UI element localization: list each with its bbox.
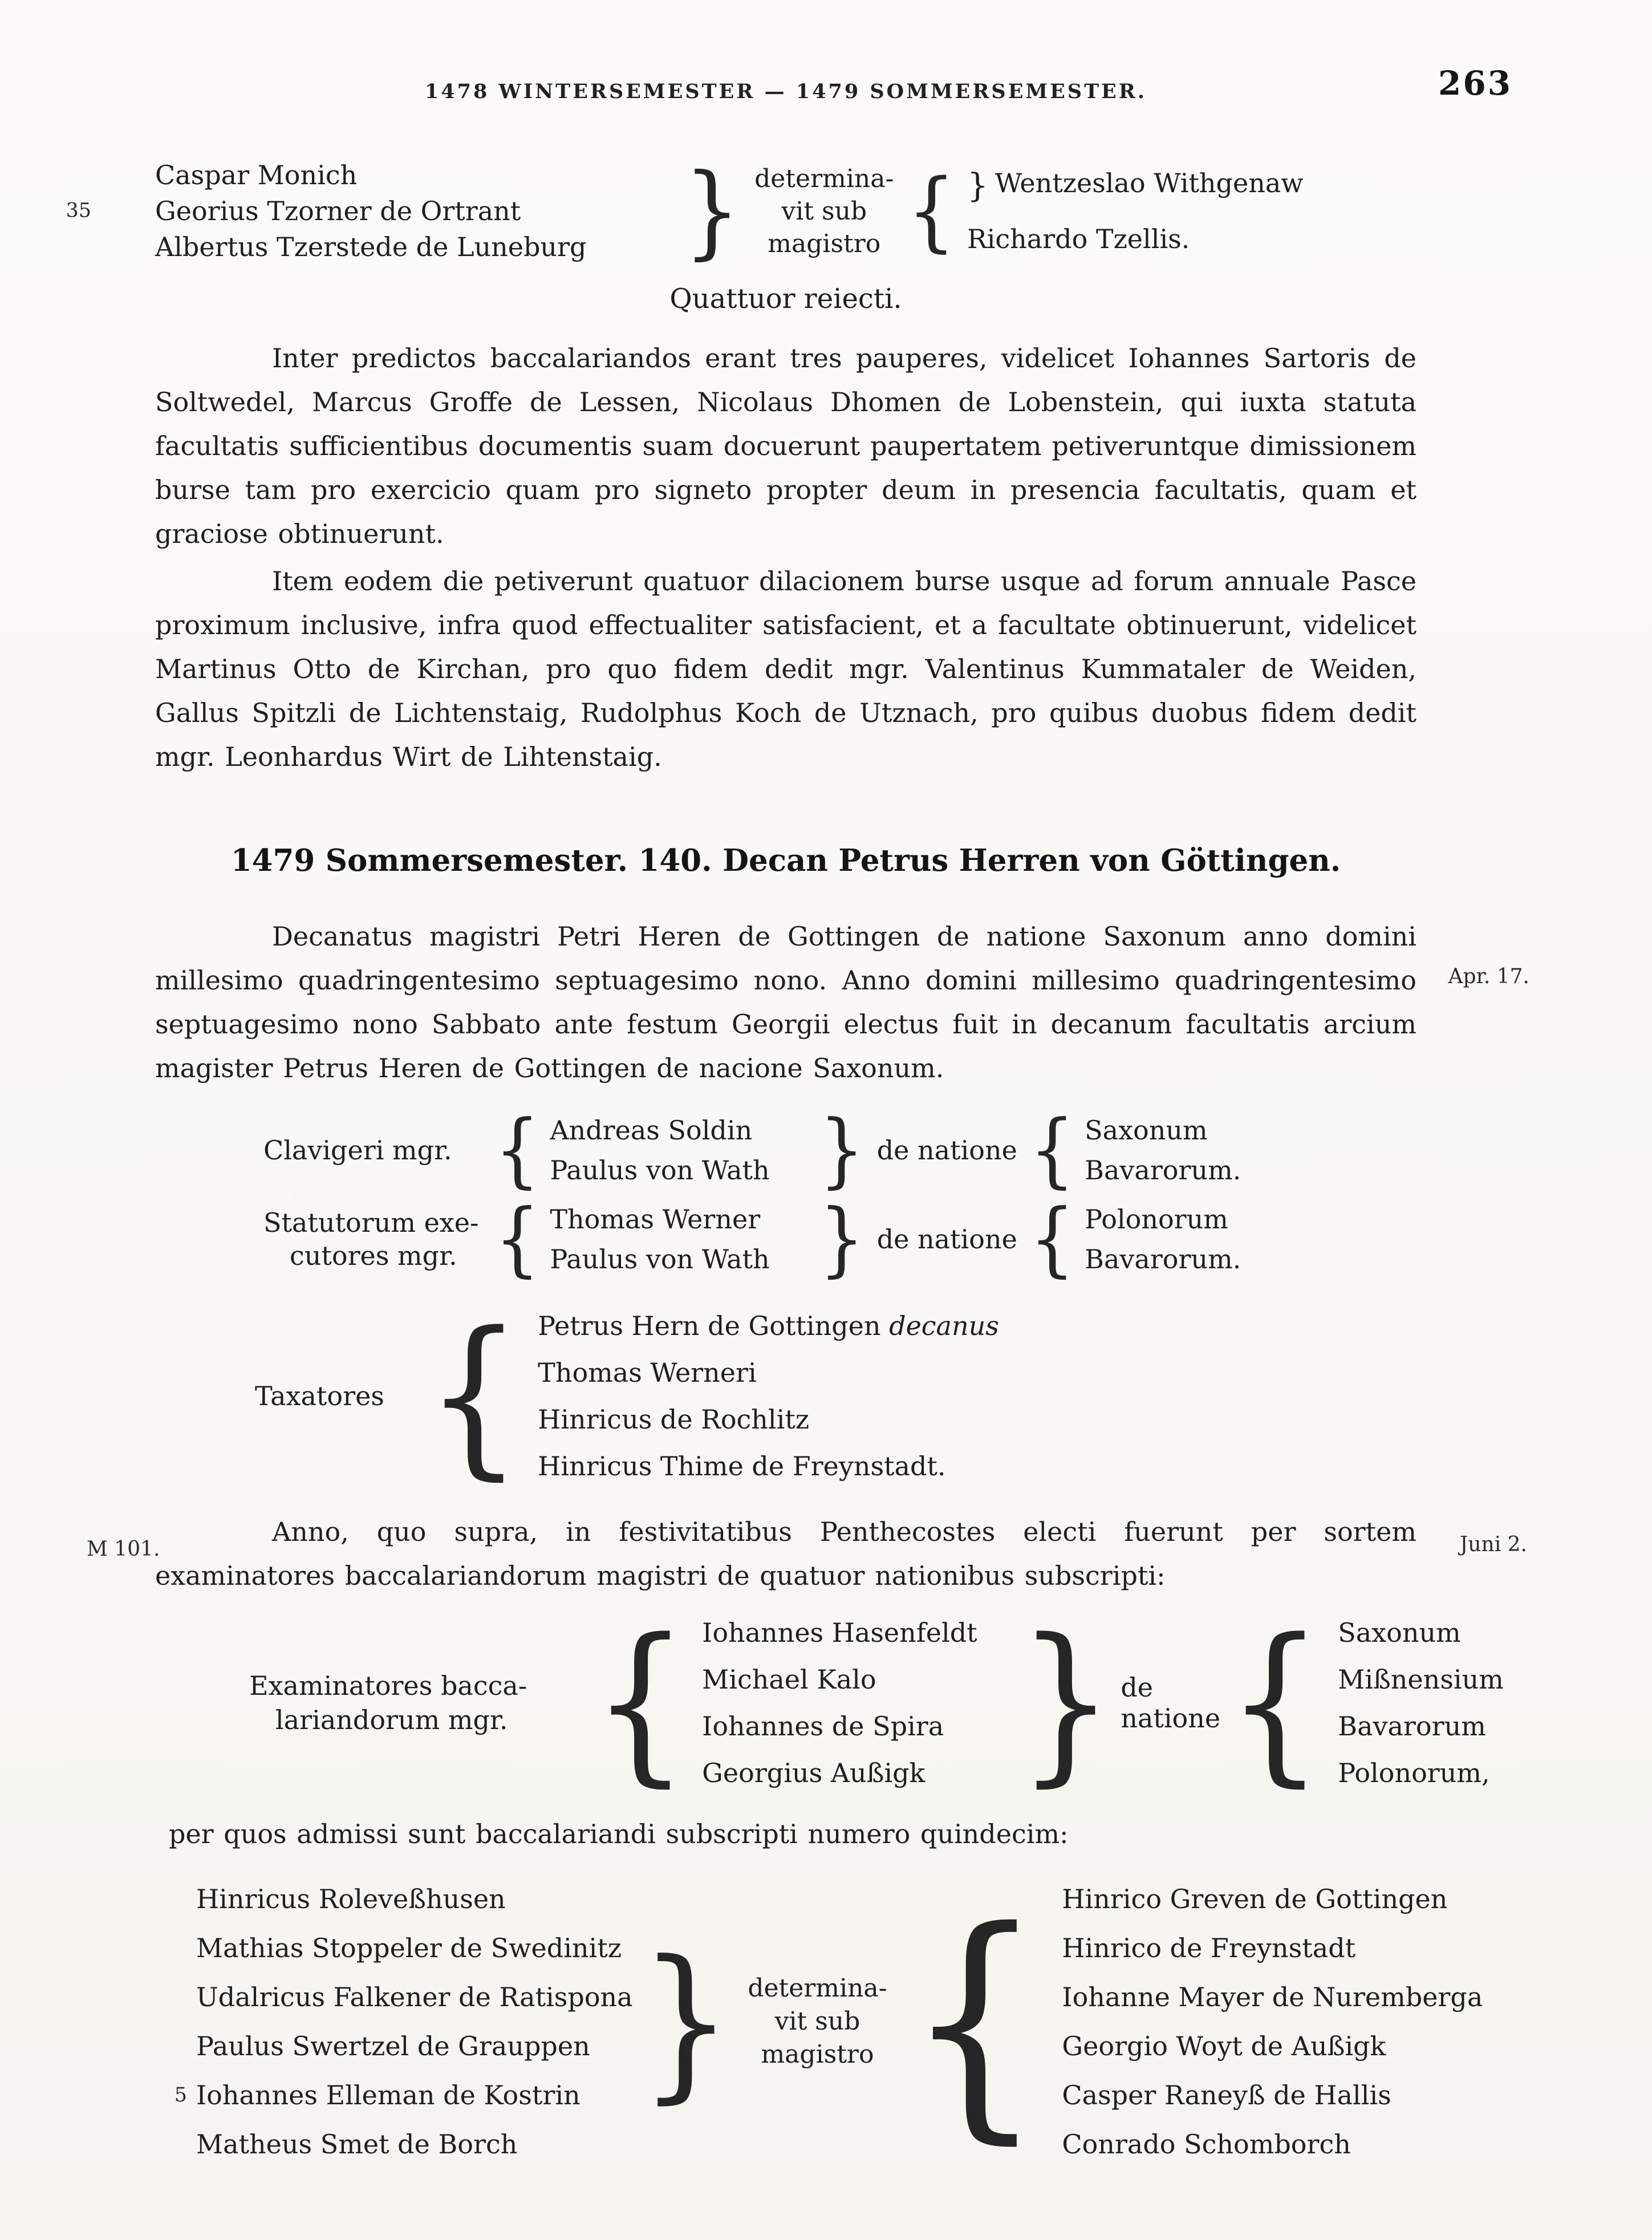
- statutorum-label-line: Statutorum exe-: [263, 1207, 479, 1238]
- person-name: Casper Raneyß de Hallis: [1062, 2080, 1391, 2111]
- margin-note-date-apr: Apr. 17.: [1448, 965, 1529, 988]
- person-name: Hinrico de Freynstadt: [1062, 1933, 1356, 1963]
- person-name: Conrado Schomborch: [1062, 2129, 1351, 2160]
- person-name: Georgius Außigk: [702, 1758, 926, 1788]
- nation-name: Bavarorum.: [1085, 1244, 1241, 1275]
- person-name: Mathias Stoppeler de Swedinitz: [196, 1933, 622, 1963]
- paragraph-anno: Anno, quo supra, in festivitatibus Penthecostes electi fuerunt per sortem examinatores baccalariandorum magistri de quatuor nationibus subscripti:: [155, 1516, 1416, 1591]
- person-name: Georius Tzorner de Ortrant: [155, 195, 521, 226]
- person-name: Hinrico Greven de Gottingen: [1062, 1884, 1448, 1914]
- nation-name: Polonorum: [1085, 1204, 1228, 1235]
- brace-open-glyph: {: [425, 1296, 522, 1496]
- person-name: Paulus von Wath: [550, 1244, 770, 1275]
- brace-open-glyph: {: [592, 1602, 689, 1803]
- brace-close-glyph: }: [639, 1925, 733, 2119]
- name-line: [196, 2022, 633, 2071]
- person-name: Wentzeslao Withgenaw: [995, 168, 1304, 198]
- name-line: [155, 229, 680, 265]
- name-list-right: [1062, 1874, 1483, 2169]
- name-line: [1062, 2022, 1483, 2071]
- person-name: Andreas Soldin: [550, 1115, 753, 1146]
- person-name: [538, 1302, 999, 1349]
- de-natione-label: de natione: [1121, 1672, 1221, 1734]
- person-title: decanus: [889, 1310, 999, 1341]
- name-line: [196, 1874, 633, 1924]
- name-line: [196, 1973, 633, 2022]
- de-natione-label: de natione: [876, 1224, 1017, 1255]
- clavigeri-row: [155, 1103, 1416, 1197]
- person-name: Thomas Werner: [550, 1204, 761, 1235]
- name-line: [1062, 1874, 1483, 1924]
- brace-open-glyph: {: [1227, 1602, 1324, 1803]
- margin-note-date-juni: Juni 2.: [1459, 1533, 1527, 1556]
- person-name: Iohanne Mayer de Nuremberga: [1062, 1982, 1483, 2012]
- name-line: [1062, 2071, 1483, 2120]
- brace-open-glyph: {: [1029, 1103, 1075, 1197]
- page-content: [66, 152, 1529, 2169]
- section-heading: 1479 Sommersemester. 140. Decan Petrus Herren von Göttingen.: [230, 843, 1341, 878]
- person-name: Paulus von Wath: [550, 1155, 770, 1186]
- brace-open-glyph: {: [906, 1878, 1044, 2165]
- person-name: Hinricus Roleveßhusen: [196, 1884, 506, 1914]
- determination-line: vit sub: [774, 2007, 860, 2036]
- clavigeri-label: Clavigeri mgr.: [263, 1135, 452, 1166]
- paragraph-dilacio: Item eodem die petiverunt quatuor dilacionem burse usque ad forum annuale Pasce proximum inclusive, infra quod effectualiter satisfacient, et a facultate obtinuerunt, videlicet Martinus Otto de Kirchan, pro quo fidem dedit mgr. Valentinus Kummataler de Weiden, Gallus Spitzli de Lichtenstaig, Rudolphus Koch de Utznach, pro quibus duobus fidem dedit mgr. Leonhardus Wirt de Lihtenstaig.: [155, 566, 1416, 772]
- name-list-right: [967, 156, 1304, 266]
- determination-label: [748, 1972, 887, 2071]
- clavigeri-nations: [1085, 1110, 1241, 1190]
- name-line: [1062, 1973, 1483, 2022]
- person-name: Hinricus Thime de Freynstadt.: [538, 1451, 946, 1482]
- name-line: [155, 157, 680, 193]
- nation-name: Bavarorum.: [1085, 1155, 1241, 1186]
- statutorum-label-line: cutores mgr.: [290, 1240, 457, 1271]
- determination-line: magistro: [761, 2040, 874, 2069]
- margin-note-manuscript: M 101.: [87, 1537, 160, 1561]
- clavigeri-names: [550, 1110, 809, 1190]
- brace-open-glyph: {: [494, 1192, 540, 1286]
- name-line: [66, 193, 680, 229]
- person-name: Paulus Swertzel de Grauppen: [196, 2031, 590, 2062]
- determination-group-2: [155, 1874, 1483, 2169]
- brace-open-glyph: {: [1029, 1192, 1075, 1286]
- person-name: Richardo Tzellis.: [967, 224, 1190, 254]
- person-name-text: Petrus Hern de Gottingen: [538, 1310, 890, 1341]
- running-header: [155, 80, 1416, 103]
- de-natione-label: de natione: [876, 1135, 1017, 1166]
- person-name: Iohannes Elleman de Kostrin: [196, 2080, 581, 2111]
- examinatores-row: [155, 1602, 1504, 1803]
- name-line: [196, 2120, 633, 2169]
- person-name: Michael Kalo: [702, 1664, 876, 1695]
- determination-line: magistro: [768, 229, 881, 258]
- brace-close-glyph: }: [683, 152, 741, 270]
- determination-group-1: [66, 152, 1416, 270]
- person-name: Caspar Monich: [155, 159, 358, 190]
- examinatores-label-line: lariandorum mgr.: [275, 1705, 508, 1735]
- brace-open-glyph: {: [907, 160, 956, 261]
- person-name: Matheus Smet de Borch: [196, 2129, 518, 2160]
- nation-name: Bavarorum: [1338, 1711, 1486, 1742]
- nation-name: Mißnensium: [1338, 1664, 1504, 1695]
- name-line: [174, 2071, 633, 2120]
- statutorum-nations: [1085, 1199, 1241, 1279]
- name-line: [1062, 1924, 1483, 1973]
- paragraph-decanatus: Decanatus magistri Petri Heren de Gottingen de natione Saxonum anno domini millesimo quadringentesimo septuagesimo nono. Anno domini millesimo quadringentesimo septuagesimo nono Sabbato ante festum Georgii electus fuit in decanum facultatis arcium magister Petrus Heren de Gottingen de nacione Saxonum.: [155, 921, 1416, 1084]
- examinatores-nations: [1338, 1609, 1504, 1796]
- determination-line: determina-: [748, 1974, 887, 2003]
- paragraph-pauperes: Inter predictos baccalariandos erant tres pauperes, videlicet Iohannes Sartoris de Soltwedel, Marcus Groffe de Lessen, Nicolaus Dhomen de Lobenstein, qui iuxta statuta facultatis sufficientibus documentis suam docuerunt paupertatem petiveruntque dimissionem burse tam pro exercicio quam pro signeto propter deum in presencia facultatis, quam et graciose obtinuerunt.: [155, 343, 1416, 549]
- name-list-left: [66, 157, 680, 265]
- examinatores-names: [702, 1609, 1004, 1796]
- brace-close-small-glyph: }: [967, 166, 988, 205]
- taxatores-label: Taxatores: [255, 1381, 384, 1411]
- person-name: Hinricus de Rochlitz: [538, 1404, 810, 1435]
- determination-line: vit sub: [781, 196, 867, 226]
- person-name: Iohannes Hasenfeldt: [702, 1617, 977, 1648]
- brace-open-glyph: {: [494, 1103, 540, 1197]
- examinatores-label-line: Examinatores bacca-: [249, 1670, 527, 1701]
- nation-name: Polonorum,: [1338, 1758, 1490, 1788]
- name-line: [967, 156, 1304, 212]
- running-header-text: 1478 WINTERSEMESTER — 1479 SOMMERSEMESTER.: [424, 80, 1147, 103]
- brace-close-glyph: }: [819, 1103, 865, 1197]
- examinatores-label: [249, 1669, 586, 1737]
- person-name: Georgio Woyt de Außigk: [1062, 2031, 1386, 2062]
- taxatores-row: [155, 1296, 1416, 1496]
- nation-name: Saxonum: [1085, 1115, 1208, 1146]
- quattuor-reiecti-line: Quattuor reiecti.: [669, 283, 902, 315]
- name-line: [967, 212, 1304, 266]
- nation-name: Saxonum: [1338, 1617, 1461, 1648]
- determination-line: determina-: [754, 164, 894, 193]
- name-line: [196, 1924, 633, 1973]
- person-name: Iohannes de Spira: [702, 1711, 944, 1742]
- statutorum-row: [155, 1192, 1416, 1286]
- statutorum-label: [263, 1206, 492, 1272]
- person-name: Thomas Werneri: [538, 1357, 757, 1388]
- determination-label: [752, 163, 896, 260]
- brace-close-glyph: }: [819, 1192, 865, 1286]
- edition-line-number: 35: [66, 199, 91, 222]
- name-list-left: [174, 1874, 633, 2169]
- edition-line-number: 5: [174, 2084, 187, 2107]
- statutorum-names: [550, 1199, 809, 1279]
- person-name: Albertus Tzerstede de Luneburg: [155, 231, 587, 262]
- person-name: Udalricus Falkener de Ratispona: [196, 1982, 633, 2012]
- name-line: [1062, 2120, 1483, 2169]
- paragraph-perquos: per quos admissi sunt baccalariandi subscripti numero quindecim:: [169, 1819, 1069, 1849]
- taxatores-names: [538, 1302, 999, 1490]
- page-number: 263: [1438, 64, 1513, 103]
- paragraph-decanatus-wrap: [155, 915, 1529, 1090]
- brace-close-glyph: }: [1017, 1602, 1114, 1803]
- paragraph-anno-wrap: [87, 1510, 1527, 1598]
